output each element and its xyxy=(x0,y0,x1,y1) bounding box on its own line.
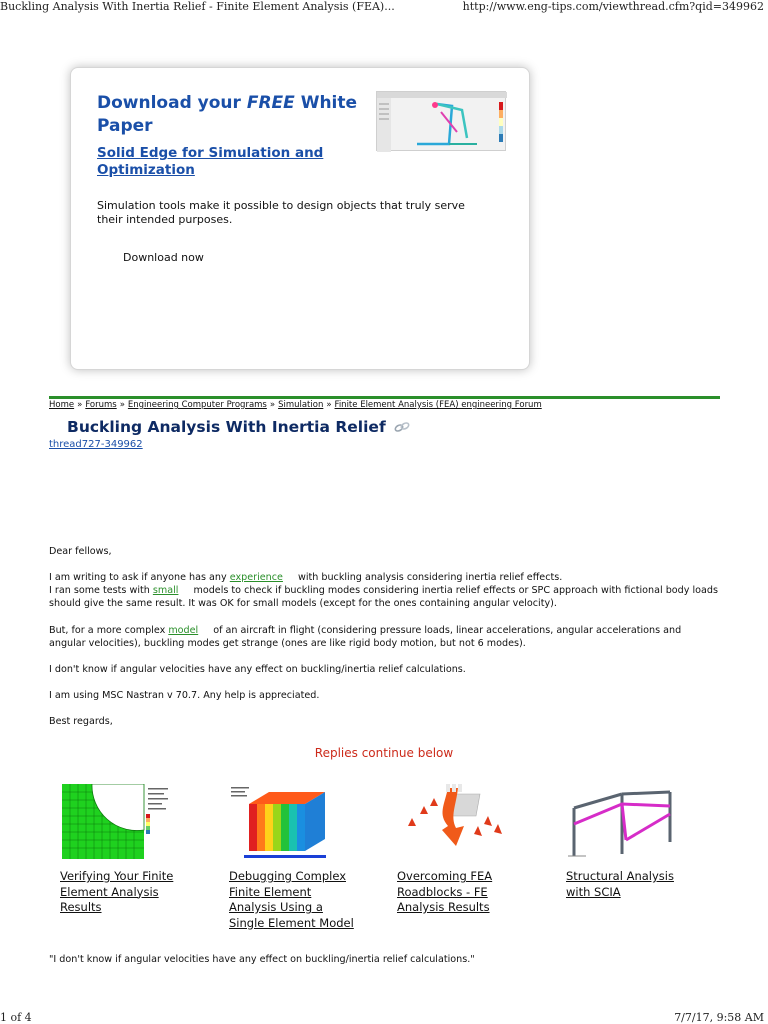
related-article-link-3[interactable]: Overcoming FEA Roadblocks - FE Analysis Results xyxy=(397,869,493,914)
print-page-title: Buckling Analysis With Inertia Relief - Finite Element Analysis (FEA)... xyxy=(0,0,395,13)
link-icon[interactable] xyxy=(394,419,410,437)
post-paragraph-1: I am writing to ask if anyone has any experience with buckling analysis considering inertia relief effects. I ran some tests with small models to check if buckling modes considering inertia relief effects or SPC approach with fictional body loads should give the same result. It was OK for small models (except for the ones containing angular velocity). xyxy=(49,572,718,609)
section-divider xyxy=(49,396,720,399)
ad-description: Simulation tools make it possible to design objects that truly serve their intended purposes. xyxy=(97,199,465,226)
breadcrumb-fea-forum[interactable]: Finite Element Analysis (FEA) engineering Forum xyxy=(334,400,542,410)
post-paragraph-2: But, for a more complex model of an aircraft in flight (considering pressure loads, linear accelerations, angular accelerations and angular velocities), buckling modes get strange (ones are like rigid body motion, but not 6 modes). xyxy=(49,625,682,649)
download-now-button[interactable]: Download now xyxy=(123,251,204,264)
breadcrumb-engineering-computer-programs[interactable]: Engineering Computer Programs xyxy=(127,400,267,410)
post-paragraph-4: I am using MSC Nastran v 70.7. Any help is appreciated. xyxy=(49,690,320,701)
related-article-link-4[interactable]: Structural Analysis with SCIA xyxy=(566,869,674,899)
post-greeting: Dear fellows, xyxy=(49,546,112,557)
keyword-link-experience[interactable]: experience xyxy=(229,572,283,583)
keyword-link-small[interactable]: small xyxy=(152,585,179,596)
breadcrumb-home[interactable]: Home xyxy=(49,400,75,410)
ad-thumbnail-image[interactable] xyxy=(376,91,506,151)
thread-id-link[interactable]: thread727-349962 xyxy=(49,439,143,450)
ad-title[interactable]: Download your FREE White Paper xyxy=(97,93,358,136)
white-paper-ad xyxy=(70,67,530,370)
print-page-number: 1 of 4 xyxy=(0,1011,32,1024)
related-article-link-1[interactable]: Verifying Your Finite Element Analysis Results xyxy=(60,869,174,914)
replies-continue-banner: Replies continue below xyxy=(314,746,454,760)
print-timestamp: 7/7/17, 9:58 AM xyxy=(674,1011,764,1024)
related-thumb-block[interactable] xyxy=(229,784,341,859)
post-paragraph-3: I don't know if angular velocities have any effect on buckling/inertia relief calculations. xyxy=(49,664,466,675)
breadcrumb-simulation[interactable]: Simulation xyxy=(278,400,324,410)
quoted-reply-text: "I don't know if angular velocities have any effect on buckling/inertia relief calculations." xyxy=(49,954,475,965)
related-thumb-mesh[interactable] xyxy=(62,784,174,859)
keyword-link-model[interactable]: model xyxy=(168,625,199,636)
breadcrumb: Home » Forums » Engineering Computer Programs » Simulation » Finite Element Analysis (FEA) engineering Forum xyxy=(49,400,542,410)
breadcrumb-forums[interactable]: Forums xyxy=(85,400,117,410)
related-thumb-frame[interactable] xyxy=(566,784,678,859)
print-url: http://www.eng-tips.com/viewthread.cfm?qid=349962 xyxy=(462,0,764,13)
related-article-link-2[interactable]: Debugging Complex Finite Element Analysis Using a Single Element Model xyxy=(229,869,354,930)
thread-title: Buckling Analysis With Inertia Relief xyxy=(67,418,410,437)
related-thumb-roadblock[interactable] xyxy=(398,784,510,859)
ad-subtitle-link[interactable]: Solid Edge for Simulation and Optimization xyxy=(97,145,324,178)
post-closing: Best regards, xyxy=(49,716,113,727)
